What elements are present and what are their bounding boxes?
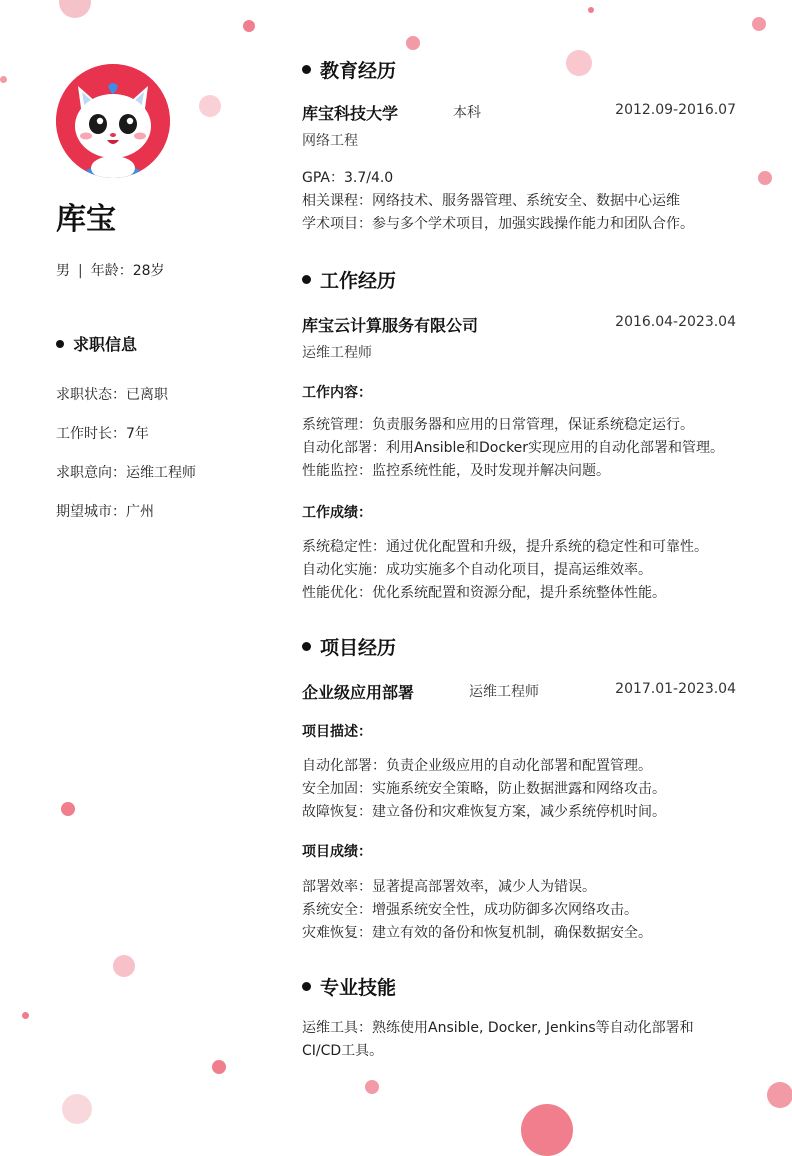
job-info-heading-text: 求职信息	[73, 335, 138, 354]
education-heading	[302, 56, 396, 83]
job-info-list	[56, 384, 196, 540]
gpa: GPA：3.7/4.0	[302, 170, 394, 186]
project-heading-text: 项目经历	[320, 637, 397, 659]
bullet-dot-icon	[302, 65, 311, 74]
decor-dot	[62, 1094, 92, 1124]
major: 网络工程	[302, 133, 358, 149]
work-heading	[302, 266, 396, 293]
bullet-dot-icon	[56, 340, 64, 348]
skills-heading	[302, 973, 396, 1000]
work-years: 工作时长：7年	[56, 426, 149, 442]
work-achievements-heading: 工作成绩：	[302, 505, 372, 521]
decor-dot	[59, 0, 91, 18]
list-item: 自动化实施：成功实施多个自动化项目，提高运维效率。	[302, 562, 652, 578]
project-heading	[302, 633, 396, 660]
education-date: 2012.09-2016.07	[615, 102, 736, 118]
decor-dot	[212, 1060, 226, 1074]
decor-dot	[61, 802, 75, 816]
decor-dot	[752, 17, 766, 31]
project-role: 运维工程师	[469, 684, 539, 700]
decor-dot	[22, 1012, 29, 1019]
decor-dot	[0, 76, 7, 83]
list-item: 灾难恢复：建立有效的备份和恢复机制，确保数据安全。	[302, 925, 652, 941]
avatar	[56, 64, 170, 178]
list-item: 系统安全：增强系统安全性，成功防御多次网络攻击。	[302, 902, 638, 918]
project-results-list	[302, 876, 652, 945]
list-item: 系统管理：负责服务器和应用的日常管理，保证系统稳定运行。	[302, 417, 694, 433]
decor-dot	[758, 171, 772, 185]
job-title: 运维工程师	[302, 345, 372, 361]
decor-dot	[588, 7, 594, 13]
list-item: 性能优化：优化系统配置和资源分配，提升系统整体性能。	[302, 585, 666, 601]
job-status: 求职状态：已离职	[56, 387, 168, 403]
work-achievements-list	[302, 536, 708, 605]
company-name: 库宝云计算服务有限公司	[302, 316, 479, 335]
list-item: 性能监控：监控系统性能，及时发现并解决问题。	[302, 463, 610, 479]
job-info-heading	[56, 332, 137, 355]
project-date: 2017.01-2023.04	[615, 681, 736, 697]
cat-mascot-icon	[56, 64, 170, 178]
list-item: 安全加固：实施系统安全策略，防止数据泄露和网络攻击。	[302, 781, 666, 797]
decor-dot	[199, 95, 221, 117]
info-separator: |	[78, 263, 83, 279]
work-content-list	[302, 414, 724, 483]
list-item: 部署效率：显著提高部署效率，减少人为错误。	[302, 879, 596, 895]
degree: 本科	[453, 105, 481, 121]
school-name: 库宝科技大学	[302, 104, 399, 123]
decor-dot	[566, 50, 592, 76]
skills-text: 运维工具：熟练使用Ansible, Docker, Jenkins等自动化部署和CI/CD工具。	[302, 1020, 694, 1059]
bullet-dot-icon	[302, 982, 311, 991]
project-results-heading: 项目成绩：	[302, 844, 372, 860]
project-desc-list	[302, 755, 666, 824]
candidate-name: 库宝	[56, 202, 116, 237]
work-heading-text: 工作经历	[320, 270, 397, 292]
bullet-dot-icon	[302, 642, 311, 651]
work-content-heading: 工作内容：	[302, 385, 372, 401]
decor-dot	[243, 20, 255, 32]
project-name: 企业级应用部署	[302, 683, 415, 702]
work-date: 2016.04-2023.04	[615, 314, 736, 330]
skills-heading-text: 专业技能	[320, 977, 397, 999]
education-heading-text: 教育经历	[320, 60, 397, 82]
courses: 相关课程：网络技术、服务器管理、系统安全、数据中心运维	[302, 193, 680, 209]
basic-info	[56, 260, 165, 280]
expected-city: 期望城市：广州	[56, 504, 154, 520]
education-details	[302, 167, 694, 236]
list-item: 自动化部署：负责企业级应用的自动化部署和配置管理。	[302, 758, 652, 774]
project-desc-heading: 项目描述：	[302, 724, 372, 740]
list-item: 系统稳定性：通过优化配置和升级，提升系统的稳定性和可靠性。	[302, 539, 708, 555]
decor-dot	[365, 1080, 379, 1094]
age: 年龄：28岁	[90, 263, 165, 279]
decor-dot	[767, 1082, 792, 1108]
decor-dot	[406, 36, 420, 50]
gender: 男	[56, 263, 70, 279]
decor-dot	[521, 1104, 573, 1156]
list-item: 自动化部署：利用Ansible和Docker实现应用的自动化部署和管理。	[302, 440, 725, 456]
decor-dot	[113, 955, 135, 977]
job-intention: 求职意向：运维工程师	[56, 465, 196, 481]
academic-projects: 学术项目：参与多个学术项目，加强实践操作能力和团队合作。	[302, 216, 694, 232]
bullet-dot-icon	[302, 275, 311, 284]
list-item: 故障恢复：建立备份和灾难恢复方案，减少系统停机时间。	[302, 804, 666, 820]
